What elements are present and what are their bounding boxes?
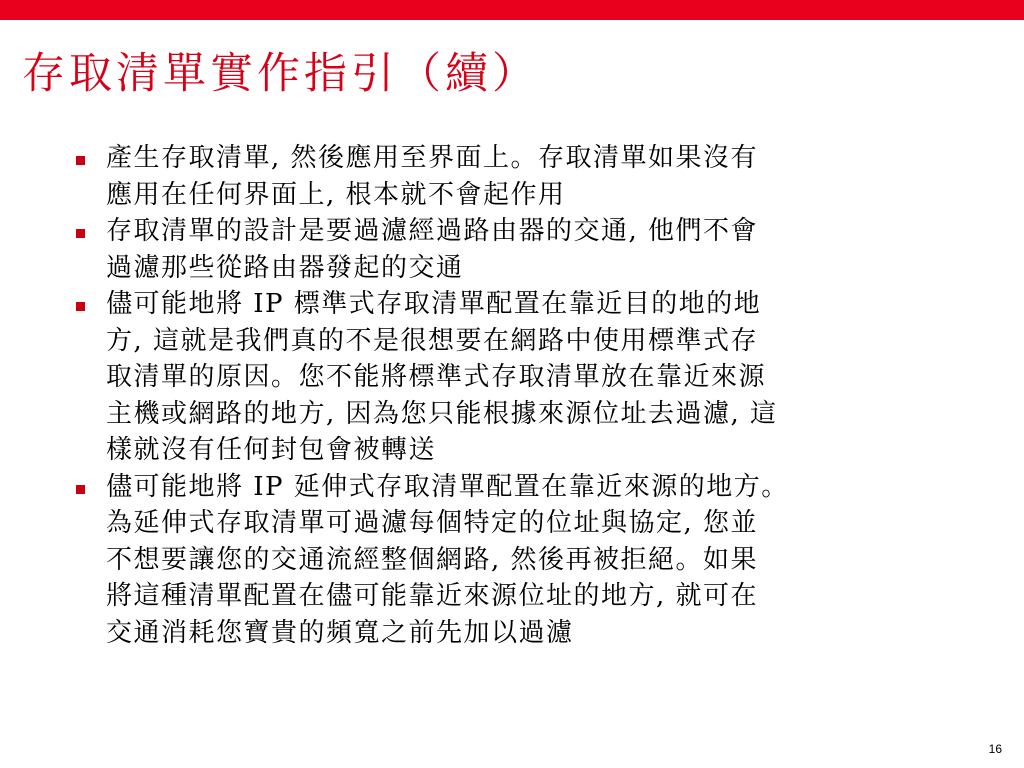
bullet-item: [58, 469, 1003, 652]
bullet-item: [58, 286, 1003, 469]
bullet-text-line: 取清單的原因。您不能將標準式存取清單放在靠近來源: [106, 362, 767, 392]
page-number: 16: [988, 742, 1002, 756]
bullet-text-line: 將這種清單配置在儘可能靠近來源位址的地方, 就可在: [106, 581, 759, 611]
bullet-item: [58, 213, 1003, 286]
slide-title: 存取清單實作指引（續）: [22, 49, 539, 99]
square-bullet-icon: [76, 156, 85, 165]
bullet-text-line: 產生存取清單, 然後應用至界面上。存取清單如果沒有: [106, 143, 759, 173]
bullet-text-line: 主機或網路的地方, 因為您只能根據來源位址去過濾, 這: [106, 398, 778, 429]
bullet-text-line: 過濾那些從路由器發起的交通: [106, 252, 464, 283]
bullet-text-line: 應用在任何界面上, 根本就不會起作用: [106, 179, 566, 210]
bullet-text-line: 為延伸式存取清單可過濾每個特定的位址與協定, 您並: [106, 508, 759, 538]
bullet-list: [58, 140, 1003, 651]
bullet-text-line: 存取清單的設計是要過濾經過路由器的交通, 他們不會: [106, 216, 759, 246]
bullet-text-line: 不想要讓您的交通流經整個網路, 然後再被拒絕。如果: [106, 544, 759, 575]
bullet-item: [58, 140, 1003, 213]
bullet-text-line: 樣就沒有任何封包會被轉送: [106, 435, 437, 465]
bullet-text-line: 交通消耗您寶貴的頻寬之前先加以過濾: [106, 617, 574, 648]
bullet-text-line: 儘可能地將 IP 延伸式存取清單配置在靠近來源的地方。: [106, 471, 789, 502]
square-bullet-icon: [76, 229, 85, 238]
bullet-text-line: 方, 這就是我們真的不是很想要在網路中使用標準式存: [106, 325, 759, 356]
top-accent-bar: [0, 0, 1024, 20]
bullet-text-line: 儘可能地將 IP 標準式存取清單配置在靠近目的地的地: [106, 289, 762, 319]
square-bullet-icon: [76, 485, 85, 494]
square-bullet-icon: [76, 302, 85, 311]
